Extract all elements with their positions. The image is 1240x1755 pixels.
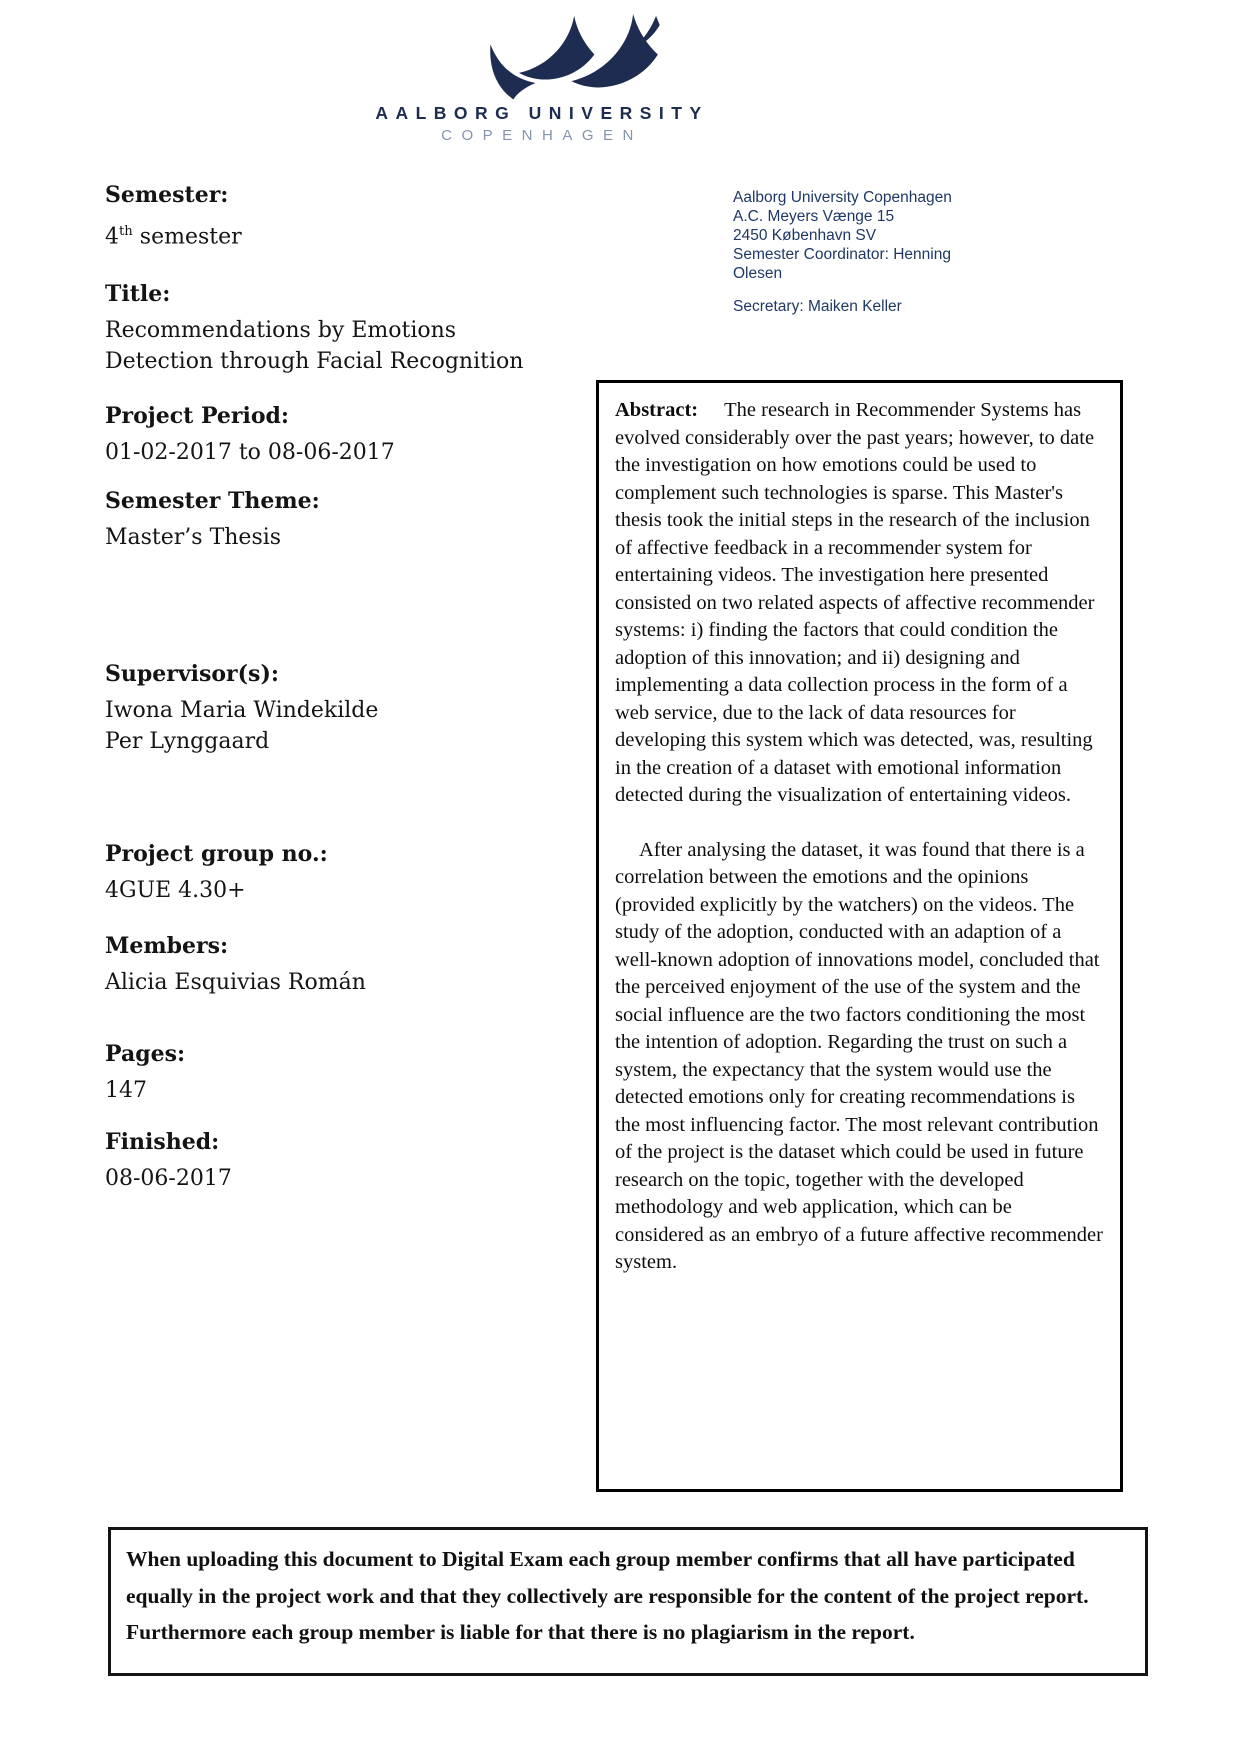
logo-city-name: COPENHAGEN xyxy=(441,127,643,144)
field-semester xyxy=(105,180,565,252)
declaration-text: When uploading this document to Digital Exam each group member confirms that all have participated equally in the project work and that they collectively are responsible for the content of the project report. Furthermore each group member is liable for that there is no plagiarism in the report. xyxy=(126,1547,1089,1644)
project-period-value: 01-02-2017 to 08-06-2017 xyxy=(105,440,395,465)
declaration-box xyxy=(108,1527,1148,1676)
members-label: Members: xyxy=(105,933,229,959)
title-line: Detection through Facial Recognition xyxy=(105,349,524,374)
supervisor-name: Iwona Maria Windekilde xyxy=(105,698,379,723)
semester-label: Semester: xyxy=(105,182,229,208)
field-title xyxy=(105,279,565,377)
field-finished xyxy=(105,1127,565,1194)
field-members xyxy=(105,931,565,998)
title-label: Title: xyxy=(105,281,171,307)
pages-label: Pages: xyxy=(105,1041,186,1067)
semester-theme-label: Semester Theme: xyxy=(105,488,320,514)
field-project-group xyxy=(105,839,565,906)
contact-line: A.C. Meyers Vænge 15 xyxy=(733,208,895,225)
abstract-paragraph-1 xyxy=(615,397,1104,810)
pages-value: 147 xyxy=(105,1078,147,1103)
abstract-paragraph-2: After analysing the dataset, it was found that there is a correlation between the emotions and the opinions (provided explicitly by the watchers) on the videos. The study of the adoption, conducted with an adaption of a well-known adoption of innovations model, concluded that the perceived enjoyment of the use of the system and the social influence are the two factors conditioning the most the intention of adoption. Regarding the trust on such a system, the expectancy that the system would use the detected emotions only for creating recommendations is the most influencing factor. The most relevant contribution of the project is the dataset which could be used in future research on the topic, together with the developed methodology and web application, which can be considered as an embryo of a future affective recommender system. xyxy=(615,838,1103,1273)
secretary-line: Secretary: Maiken Keller xyxy=(733,298,902,315)
semester-theme-value: Master’s Thesis xyxy=(105,525,282,550)
semester-ordinal-suffix: th xyxy=(119,224,133,239)
field-project-period xyxy=(105,401,565,468)
abstract-label: Abstract: xyxy=(615,399,699,421)
logo-university-name: AALBORG UNIVERSITY xyxy=(375,103,709,123)
abstract-box xyxy=(596,380,1123,1492)
contact-line: Aalborg University Copenhagen xyxy=(733,189,952,206)
semester-value xyxy=(105,216,565,252)
finished-value: 08-06-2017 xyxy=(105,1166,232,1191)
field-semester-theme xyxy=(105,486,565,553)
contact-line: 2450 København SV xyxy=(733,227,877,244)
project-group-value: 4GUE 4.30+ xyxy=(105,878,246,903)
semester-number: 4 xyxy=(105,224,119,250)
abstract-text: The research in Recommender Systems has evolved considerably over the past years; however, to date the investigation on how emotions could be used to complement such technologies is sparse. This Master's thesis took the initial steps in the research of the inclusion of affective feedback in a recommender system for entertaining videos. The investigation here presented consisted on two related aspects of affective recommender systems: i) finding the factors that could condition the adoption of this innovation; and ii) designing and implementing a data collection process in the form of a web service, due to the lack of data resources for developing this system which was detected, was, resulting in the creation of a dataset with emotional information detected during the visualization of entertaining videos. xyxy=(615,399,1095,806)
field-pages xyxy=(105,1039,565,1106)
university-contact-block xyxy=(733,188,971,316)
supervisors-label: Supervisor(s): xyxy=(105,661,279,687)
supervisor-name: Per Lynggaard xyxy=(105,729,270,754)
finished-label: Finished: xyxy=(105,1129,220,1155)
contact-line: Semester Coordinator: Henning Olesen xyxy=(733,246,951,282)
member-name: Alicia Esquivias Román xyxy=(105,970,366,995)
title-line: Recommendations by Emotions xyxy=(105,318,457,343)
aau-swoosh-icon xyxy=(478,14,674,106)
project-group-label: Project group no.: xyxy=(105,841,328,867)
project-period-label: Project Period: xyxy=(105,403,290,429)
semester-word: semester xyxy=(132,224,242,250)
field-supervisors xyxy=(105,659,565,757)
